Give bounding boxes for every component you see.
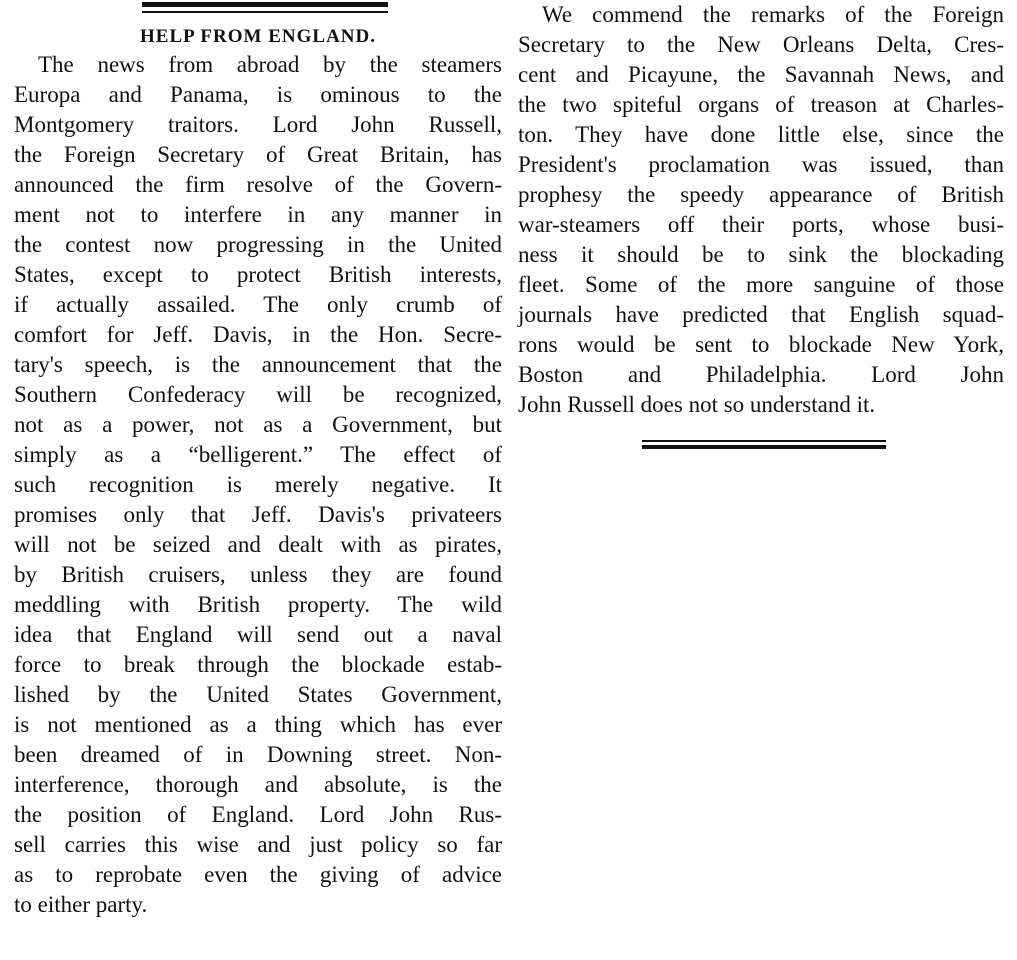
body-line: comfort for Jeff. Davis, in the Hon. Secre- — [14, 322, 502, 347]
body-line: to either party. — [14, 892, 148, 917]
body-line: The news from abroad by the steamers — [38, 52, 502, 77]
body-line: tary's speech, is the announcement that the — [14, 352, 502, 377]
body-line: is not mentioned as a thing which has ever — [14, 712, 502, 737]
body-line: prophesy the speedy appearance of British — [518, 182, 1004, 207]
body-line: Montgomery traitors. Lord John Russell, — [14, 112, 502, 137]
top-rule-thin — [142, 11, 388, 13]
body-line: President's proclamation was issued, than — [518, 152, 1004, 177]
body-line: Secretary to the New Orleans Delta, Cres- — [518, 32, 1004, 57]
body-line: We commend the remarks of the Foreign — [542, 2, 1004, 27]
body-line: rons would be sent to blockade New York, — [518, 332, 1004, 357]
body-line: the two spiteful organs of treason at Charles- — [518, 92, 1004, 117]
body-line: as to reprobate even the giving of advice — [14, 862, 502, 887]
body-line: simply as a “belligerent.” The effect of — [14, 442, 502, 467]
body-line: journals have predicted that English squad- — [518, 302, 1004, 327]
body-line: Europa and Panama, is ominous to the — [14, 82, 502, 107]
body-line: war-steamers off their ports, whose busi- — [518, 212, 1004, 237]
body-line: meddling with British property. The wild — [14, 592, 502, 617]
body-line: lished by the United States Government, — [14, 682, 502, 707]
body-line: John Russell does not so understand it. — [518, 392, 876, 417]
body-line: not as a power, not as a Government, but — [14, 412, 502, 437]
body-line: promises only that Jeff. Davis's privateers — [14, 502, 502, 527]
body-line: force to break through the blockade estab- — [14, 652, 502, 677]
body-line: the Foreign Secretary of Great Britain, has — [14, 142, 502, 167]
body-line: sell carries this wise and just policy so far — [14, 832, 502, 857]
body-line: States, except to protect British interests, — [14, 262, 502, 287]
body-line: Southern Confederacy will be recognized, — [14, 382, 502, 407]
body-line: if actually assailed. The only crumb of — [14, 292, 502, 317]
body-line: ment not to interfere in any manner in — [14, 202, 502, 227]
body-line: the position of England. Lord John Rus- — [14, 802, 502, 827]
body-line: been dreamed of in Downing street. Non- — [14, 742, 502, 767]
top-rule-thick — [142, 2, 388, 7]
top-double-rule — [142, 2, 388, 14]
body-line: will not be seized and dealt with as pirates, — [14, 532, 502, 557]
body-line: Boston and Philadelphia. Lord John — [518, 362, 1004, 387]
body-line: announced the firm resolve of the Govern- — [14, 172, 502, 197]
body-line: ton. They have done little else, since the — [518, 122, 1004, 147]
body-line: fleet. Some of the more sanguine of those — [518, 272, 1004, 297]
end-rule-thick — [642, 445, 886, 449]
body-line: interference, thorough and absolute, is the — [14, 772, 502, 797]
body-line: by British cruisers, unless they are found — [14, 562, 502, 587]
end-rule-thin — [642, 440, 886, 442]
body-line: ness it should be to sink the blockading — [518, 242, 1004, 267]
body-line: idea that England will send out a naval — [14, 622, 502, 647]
body-line: such recognition is merely negative. It — [14, 472, 502, 497]
article-headline: HELP FROM ENGLAND. — [140, 26, 376, 47]
body-line: the contest now progressing in the United — [14, 232, 502, 257]
body-line: cent and Picayune, the Savannah News, and — [518, 62, 1004, 87]
end-double-rule — [642, 440, 886, 450]
